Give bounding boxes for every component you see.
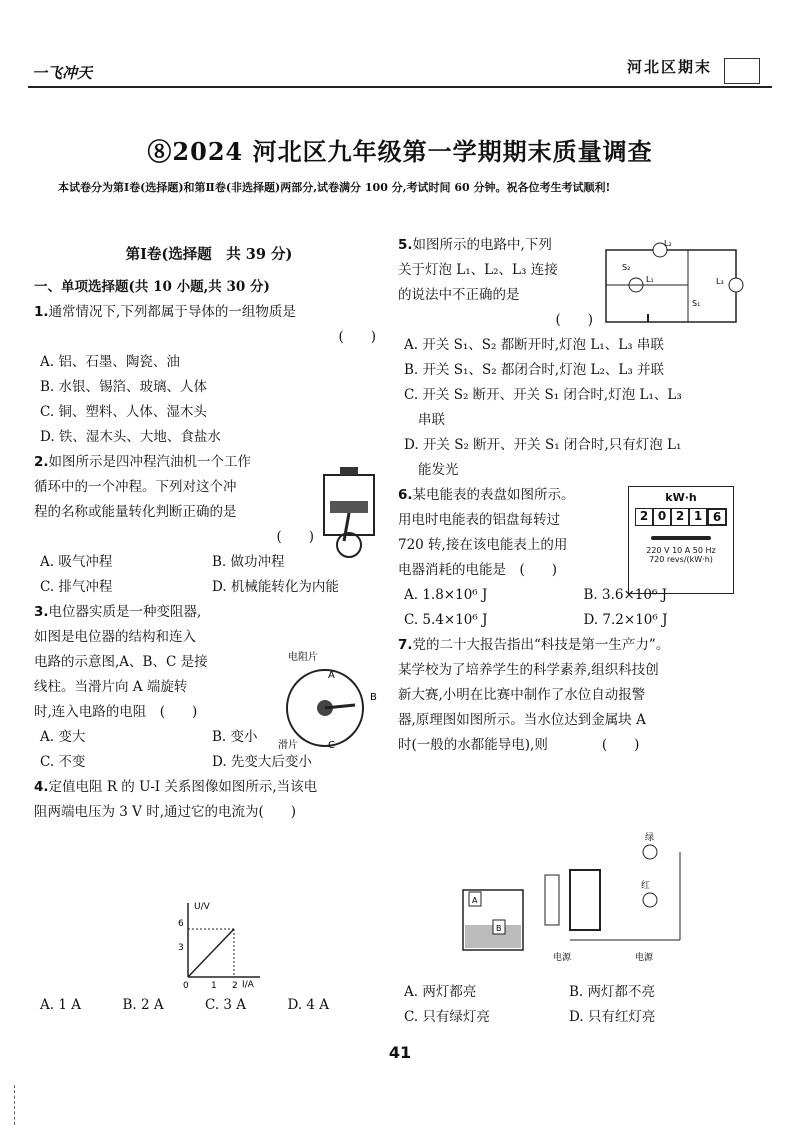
question-7 xyxy=(398,633,763,758)
question-line: 电位器实质是一种变阻器, xyxy=(48,604,202,620)
figure-label: L₁ xyxy=(646,275,654,284)
energy-meter xyxy=(628,486,734,594)
meter-digit-decimal: 6 xyxy=(707,508,727,526)
data-line xyxy=(188,929,234,977)
connecting-rod xyxy=(344,513,349,541)
question-line: 器,原理图如图所示。当水位达到金属块 A xyxy=(398,712,646,728)
exam-note: 本试卷分为第Ⅰ卷(选择题)和第Ⅱ卷(非选择题)两部分,试卷满分 100 分,考试时间 60 分钟。祝各位考生考试顺利! xyxy=(58,181,611,194)
meter-digit: 2 xyxy=(671,508,689,526)
question-line: 如图是电位器的结构和连入 xyxy=(34,629,196,645)
question-line: 电器消耗的电能是 ( ) xyxy=(398,562,558,578)
question-line: 时,连入电路的电阻 ( ) xyxy=(34,704,198,720)
bulb-l3-icon xyxy=(729,278,743,292)
figure-label: 电源 xyxy=(635,953,654,963)
question-line: 新大赛,小明在比赛中制作了水位自动报警 xyxy=(398,687,646,703)
option-c: C. 开关 S₂ 断开、开关 S₁ 闭合时,灯泡 L₁、L₃ xyxy=(404,387,682,403)
brand-label: 一飞冲天 xyxy=(32,64,93,82)
terminal-a: A xyxy=(328,670,335,681)
question-number: 5. xyxy=(398,237,413,253)
spring-icon xyxy=(545,875,559,925)
option-a: A. 铝、石墨、陶瓷、油 xyxy=(40,354,180,370)
section-heading: 第Ⅰ卷(选择题 共 39 分) xyxy=(125,246,293,263)
figure-label: S₁ xyxy=(692,299,701,308)
option-c: C. 5.4×10⁶ J xyxy=(404,612,488,628)
meter-digits xyxy=(629,508,733,526)
option-b: B. 变小 xyxy=(212,729,258,745)
option-d: D. 先变大后变小 xyxy=(212,754,312,770)
figure-label: B xyxy=(496,924,502,933)
green-lamp-icon xyxy=(643,845,657,859)
x-tick-label: 0 xyxy=(183,981,189,990)
option-c-continued: 串联 xyxy=(418,412,445,428)
question-line: 时(一般的水都能导电),则 ( ) xyxy=(398,737,640,753)
figure-label: 电阻片 xyxy=(288,652,318,663)
question-line: 党的二十大报告指出“科技是第一生产力”。 xyxy=(412,637,670,653)
question-7-options xyxy=(404,980,734,1030)
question-line: 某学校为了培养学生的科学素养,组织科技创 xyxy=(398,662,659,678)
option-d: D. 机械能转化为内能 xyxy=(212,579,339,595)
piston xyxy=(330,501,368,513)
option-c: C. 3 A xyxy=(205,997,247,1013)
option-a: A. 两灯都亮 xyxy=(404,984,477,1000)
question-line: 用电时电能表的铝盘每转过 xyxy=(398,512,560,528)
question-line: 某电能表的表盘如图所示。 xyxy=(412,487,575,503)
page-title: ⑧2024 河北区九年级第一学期期末质量调查 xyxy=(147,137,653,166)
option-b: B. 3.6×10⁶ J xyxy=(583,587,668,603)
option-d: D. 7.2×10⁶ J xyxy=(583,612,668,628)
question-line: 程的名称或能量转化判断正确的是 xyxy=(34,504,237,520)
circuit-figure-q5 xyxy=(598,240,748,330)
answer-paren: ( ) xyxy=(276,529,314,545)
figure-label: 电源 xyxy=(553,953,572,963)
figure-label: S₂ xyxy=(622,263,631,272)
meter-disk-icon xyxy=(651,536,711,540)
x-axis-label: I/A xyxy=(242,980,254,990)
option-c: C. 排气冲程 xyxy=(40,579,113,595)
figure-label: A xyxy=(472,896,478,905)
option-c: C. 不变 xyxy=(40,754,86,770)
option-b: B. 开关 S₁、S₂ 都闭合时,灯泡 L₂、L₃ 并联 xyxy=(404,362,665,378)
alarm-circuit-figure xyxy=(455,830,695,965)
question-number: 7. xyxy=(398,637,413,653)
meter-digit: 0 xyxy=(653,508,671,526)
option-d: D. 开关 S₂ 断开、开关 S₁ 闭合时,只有灯泡 L₁ xyxy=(404,437,682,453)
circuit-wire xyxy=(606,250,736,322)
question-line: 线柱。当滑片向 A 端旋转 xyxy=(34,679,188,695)
option-b: B. 2 A xyxy=(122,997,164,1013)
option-d: D. 铁、湿木头、大地、食盐水 xyxy=(40,429,221,445)
option-a: A. 1 A xyxy=(40,997,81,1013)
option-a: A. 1.8×10⁶ J xyxy=(404,587,488,603)
meter-spec: 220 V 10 A 50 Hz xyxy=(646,546,716,555)
question-line: 如图所示是四冲程汽油机一个工作 xyxy=(48,454,252,470)
meter-digit: 1 xyxy=(689,508,707,526)
question-number: 4. xyxy=(34,779,49,795)
option-d-continued: 能发光 xyxy=(418,462,459,478)
question-line: 的说法中不正确的是 xyxy=(398,287,520,303)
question-number: 2. xyxy=(34,454,49,470)
question-number: 1. xyxy=(34,304,49,320)
y-axis-label: U/V xyxy=(194,902,210,912)
spark-plug xyxy=(340,467,358,475)
figure-label: 红 xyxy=(641,881,651,891)
header-logo-icon xyxy=(724,58,760,84)
answer-paren: ( ) xyxy=(555,312,593,328)
option-b: B. 做功冲程 xyxy=(212,554,285,570)
figure-label: 绿 xyxy=(645,833,655,843)
question-line: 电路的示意图,A、B、C 是接 xyxy=(34,654,208,670)
option-d: D. 只有红灯亮 xyxy=(569,1009,656,1025)
section-subheading: 一、单项选择题(共 10 小题,共 30 分) xyxy=(34,279,270,295)
option-b: B. 水银、锡箔、玻璃、人体 xyxy=(40,379,208,395)
question-line: 循环中的一个冲程。下列对这个冲 xyxy=(34,479,237,495)
figure-label: L₂ xyxy=(664,240,672,248)
question-4 xyxy=(34,775,384,825)
crankshaft xyxy=(337,533,361,557)
meter-digit: 2 xyxy=(635,508,653,526)
option-c: C. 铜、塑料、人体、湿木头 xyxy=(40,404,207,420)
question-4-options xyxy=(40,997,370,1013)
engine-figure xyxy=(318,465,380,560)
question-text: 通常情况下,下列都属于导体的一组物质是 xyxy=(48,304,296,320)
option-a: A. 变大 xyxy=(40,729,86,745)
figure-label: L₃ xyxy=(716,277,724,286)
x-tick-label: 2 xyxy=(232,981,238,990)
figure-label: 滑片 xyxy=(278,740,298,751)
terminal-b: B xyxy=(370,692,377,703)
meter-unit: kW·h xyxy=(665,491,697,504)
x-tick-label: 1 xyxy=(211,981,217,990)
question-line: 阻两端电压为 3 V 时,通过它的电流为( ) xyxy=(34,804,297,820)
option-c: C. 只有绿灯亮 xyxy=(404,1009,490,1025)
question-number: 6. xyxy=(398,487,413,503)
option-d: D. 4 A xyxy=(287,997,330,1013)
option-a: A. 吸气冲程 xyxy=(40,554,113,570)
red-lamp-icon xyxy=(643,893,657,907)
binding-margin-line xyxy=(14,1085,15,1125)
header-title: 河北区期末 xyxy=(626,58,712,76)
question-line: 关于灯泡 L₁、L₂、L₃ 连接 xyxy=(398,262,558,278)
question-line: 720 转,接在该电能表上的用 xyxy=(398,537,568,553)
question-line: 定值电阻 R 的 U-I 关系图像如图所示,当该电 xyxy=(48,779,318,795)
y-tick-label: 3 xyxy=(178,943,184,953)
question-number: 3. xyxy=(34,604,49,620)
y-tick-label: 6 xyxy=(178,919,184,929)
terminal-c: C xyxy=(328,740,335,751)
page-number: 41 xyxy=(388,1043,412,1062)
question-line: 如图所示的电路中,下列 xyxy=(412,237,552,253)
electromagnet-icon xyxy=(570,870,600,930)
option-a: A. 开关 S₁、S₂ 都断开时,灯泡 L₁、L₃ 串联 xyxy=(404,337,664,353)
option-b: B. 两灯都不亮 xyxy=(569,984,656,1000)
ui-graph xyxy=(168,895,268,990)
answer-paren: ( ) xyxy=(338,329,376,345)
potentiometer-figure xyxy=(270,648,385,753)
question-1 xyxy=(34,300,384,450)
header-divider xyxy=(28,86,772,88)
meter-revs: 720 revs/(kW·h) xyxy=(649,555,713,564)
